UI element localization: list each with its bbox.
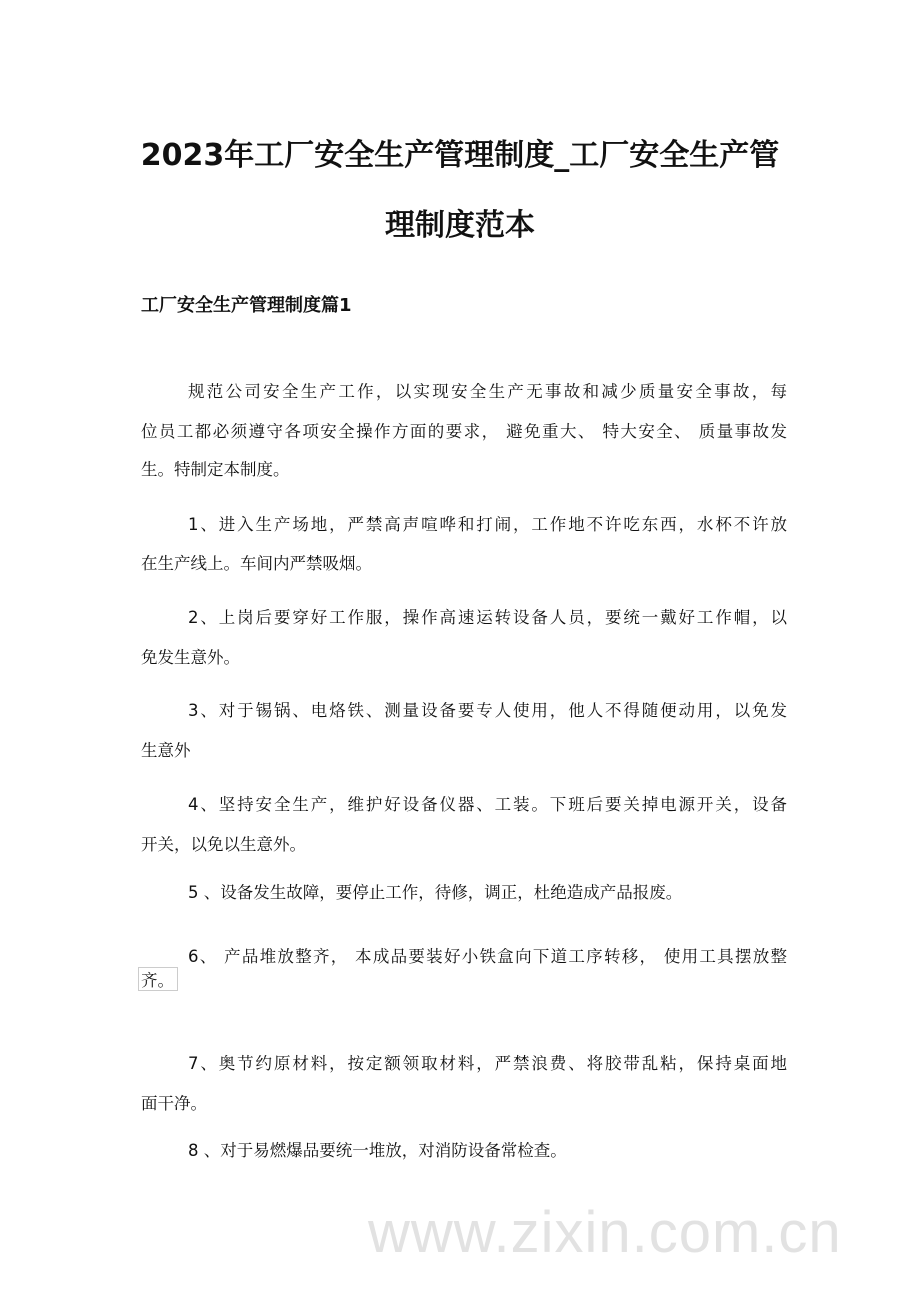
paragraph-line: 面干净。	[141, 1094, 207, 1113]
page-title-line-2: 理制度范本	[385, 208, 535, 243]
section-heading: 工厂安全生产管理制度篇1	[141, 295, 352, 316]
paragraph-line: 2、上岗后要穿好工作服，操作高速运转设备人员，要统一戴好工作帽，以	[188, 608, 787, 627]
paragraph-line: 1、进入生产场地，严禁高声喧哗和打闹，工作地不许吃东西，水杯不许放	[188, 515, 787, 534]
paragraph-line: 7、奥节约原材料，按定额领取材料，严禁浪费、将胶带乱粘，保持桌面地	[188, 1054, 787, 1073]
paragraph-line: 生意外	[141, 741, 191, 760]
paragraph-line: 生。特制定本制度。	[141, 460, 290, 479]
paragraph-line: 3、对于锡锅、电烙铁、测量设备要专人使用，他人不得随便动用，以免发	[188, 701, 787, 720]
paragraph-line: 5 、设备发生故障，要停止工作，待修，调正，杜绝造成产品报废。	[188, 883, 683, 902]
paragraph-line: 位员工都必须遵守各项安全操作方面的要求， 避免重大、 特大安全、 质量事故发	[141, 422, 787, 441]
paragraph-line: 规范公司安全生产工作，以实现安全生产无事故和减少质量安全事故，每	[188, 382, 787, 401]
paragraph-line: 齐。	[141, 971, 174, 990]
paragraph-line: 8 、对于易燃爆品要统一堆放，对消防设备常检查。	[188, 1141, 567, 1160]
paragraph-line: 免发生意外。	[141, 648, 240, 667]
page-title-line-1: 2023年工厂安全生产管理制度_工厂安全生产管	[140, 138, 780, 173]
paragraph-line: 4、坚持安全生产，维护好设备仪器、工装。下班后要关掉电源开关，设备	[188, 795, 787, 814]
paragraph-line: 开关，以免以生意外。	[141, 835, 306, 854]
paragraph-line: 在生产线上。车间内严禁吸烟。	[141, 554, 372, 573]
paragraph-line: 6、 产品堆放整齐， 本成品要装好小铁盒向下道工序转移， 使用工具摆放整	[188, 947, 787, 966]
watermark: www.zixin.com.cn	[368, 1200, 842, 1265]
